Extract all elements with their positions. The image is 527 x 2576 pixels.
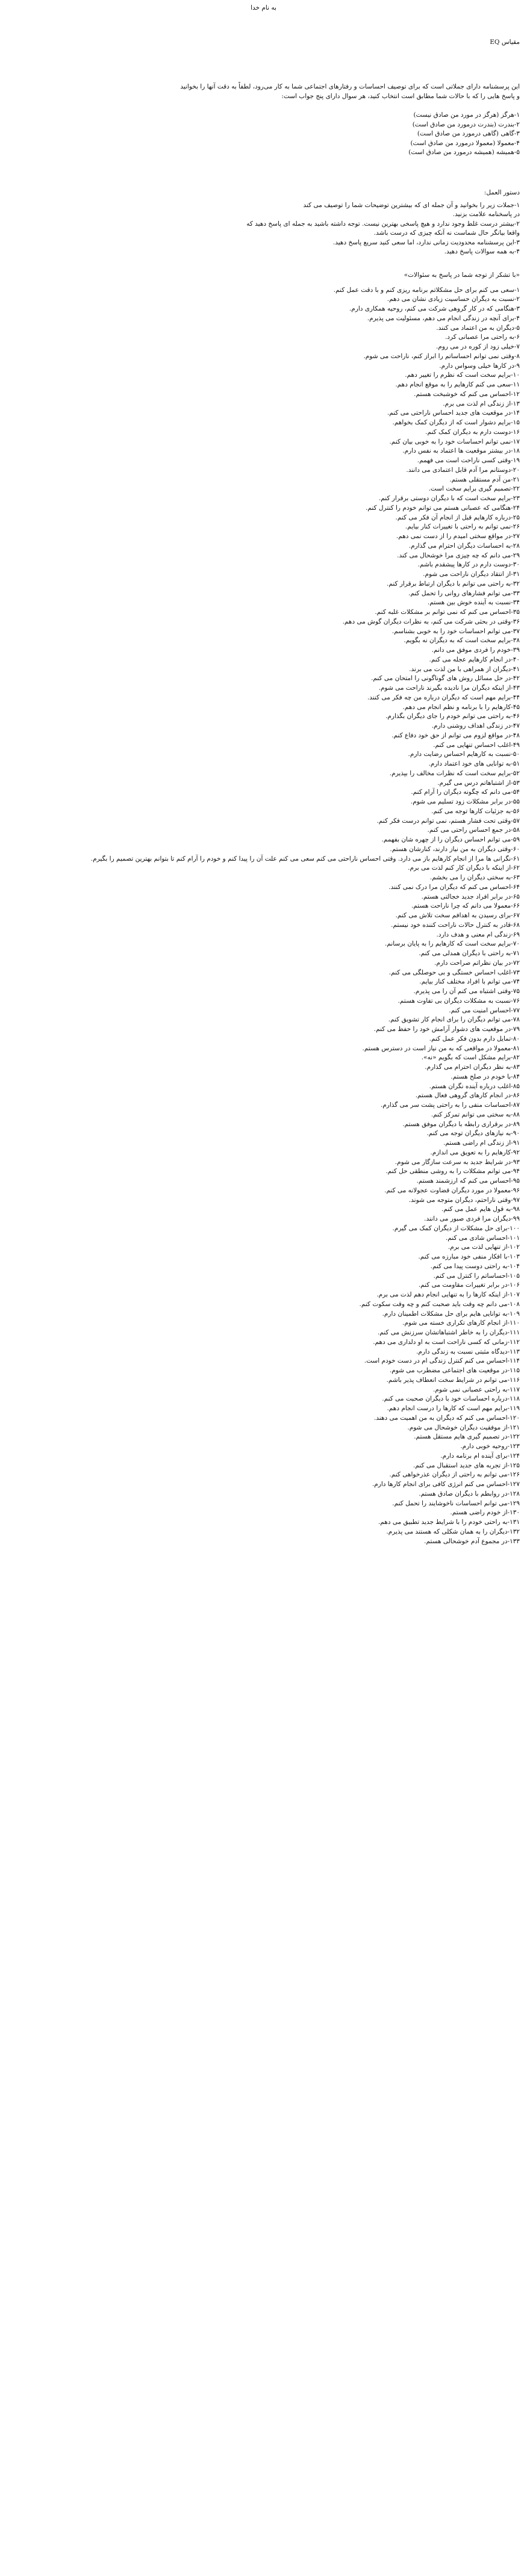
question-item: ۱۰۱-احساس شادی می کنم. [445, 1234, 520, 1242]
question-item: ۶۹-زندگی ام معنی و هدف دارد. [436, 930, 520, 938]
question-item: ۱۲۱-از موفقیت دیگران خوشحال می شوم. [407, 1423, 520, 1431]
question-item: ۳۷-می توانم احساسات خود را به خوبی بشناسم. [391, 627, 520, 635]
question-item: ۱۰۲-از تنهایی لذت می برم. [447, 1243, 520, 1251]
instruction-line: در پاسخنامه علامت بزنید. [452, 211, 520, 218]
question-item: ۵۷-وقتی تحت فشار هستم، نمی توانم درست فکر کنم. [376, 817, 520, 825]
question-item: ۵۱-به توانایی های خود اعتماد دارم. [428, 760, 520, 767]
instructions-block [7, 201, 520, 257]
question-item: ۷۵-وقتی اشتباه می کنم آن را می پذیرم. [413, 988, 520, 995]
question-item: ۷۰-برایم سخت است که کارهایم را به پایان برسانم. [385, 940, 520, 948]
question-item: ۲۹-می دانم که چه چیزی مرا خوشحال می کند. [397, 551, 520, 559]
question-item: ۵۲-برایم سخت است که نظرات مخالف را بپذیرم. [389, 769, 520, 777]
question-item: ۵۳-از اشتباهاتم درس می گیرم. [437, 779, 520, 787]
intro-line: این پرسشنامه دارای جملاتی است که برای توصیف احساسات و رفتارهای اجتماعی شما به کار می‌رود، لطفاً به دقت آنها را بخوانید [180, 83, 520, 90]
instruction-line: ۳-این پرسشنامه محدودیت زمانی ندارد، اما سعی کنید سریع پاسخ دهید. [332, 238, 520, 246]
question-item: ۱۰۶-در برابر تغییرات مقاومت می کنم. [418, 1281, 520, 1289]
question-item: ۱۱۳-دیدگاه مثبتی نسبت به زندگی دارم. [416, 1348, 520, 1355]
question-item: ۸۲-برایم مشکل است که بگویم «نه». [421, 1054, 520, 1062]
scale-option: ۳-گاهی (گاهی درمورد من صادق است) [417, 130, 520, 137]
question-item: ۴-برای آنچه در زندگی انجام می دهم، مسئولیت می پذیرم. [367, 314, 520, 322]
question-item: ۱۳۰-از خودم راضی هستم. [450, 1509, 520, 1517]
question-item: ۱۳۲-دیگران را به همان شکلی که هستند می پذیرم. [386, 1528, 520, 1535]
question-item: ۱۱۸-درباره احساسات خود با دیگران صحبت می کنم. [382, 1395, 520, 1403]
question-item: ۱۰۷-از اینکه کارها را به تنهایی انجام دهم لذت می برم. [376, 1291, 520, 1298]
question-item: ۹-در کارها خیلی وسواس دارم. [439, 362, 520, 370]
question-item: ۱۱۲-زمانی که کسی ناراحت است به او دلداری می دهم. [373, 1338, 520, 1346]
question-item: ۲۷-در مواقع سختی امیدم را از دست نمی دهم. [396, 533, 520, 540]
question-item: ۶-به راحتی مرا عصبانی کرد. [444, 333, 520, 341]
question-item: ۲۳-برایم سخت است که با دیگران دوستی برقرار کنم. [378, 495, 520, 502]
question-item: ۱۱۴-احساس می کنم کنترل زندگی ام در دست خودم است. [364, 1357, 520, 1365]
question-item: ۱۳۱-به راحتی خودم را با شرایط جدید تطبیق می دهم. [378, 1519, 520, 1526]
question-item: ۸۹-در برقراری رابطه با دیگران موفق هستم. [402, 1120, 520, 1128]
question-item: ۶۰-وقتی دیگران به من نیاز دارند، کنارشان هستم. [390, 845, 520, 853]
question-item: ۱۳۳-در مجموع آدم خوشحالی هستم. [424, 1537, 520, 1545]
question-item: ۱۱۰-از انجام کارهای تکراری خسته می شوم. [402, 1319, 520, 1327]
question-item: ۷-خیلی زود از کوره در می روم. [435, 343, 520, 350]
scale-option: ۱-هرگز (هرگز در مورد من صادق نیست) [413, 111, 520, 119]
question-item: ۹۱-از زندگی ام راضی هستم. [443, 1139, 520, 1147]
question-item: ۱۲۳-روحیه خوبی دارم. [460, 1443, 520, 1450]
question-item: ۲۵-درباره کارهایم قبل از انجام آن فکر می کنم. [395, 513, 520, 521]
question-item: ۹۹-دیگران مرا فردی صبور می دانند. [424, 1215, 520, 1222]
question-item: ۶۷-برای رسیدن به اهدافم سخت تلاش می کنم. [395, 912, 520, 919]
scale-option: ۲-بندرت (بندرت درمورد من صادق است) [412, 120, 520, 128]
question-item: ۴۳-از اینکه دیگران مرا نادیده بگیرند ناراحت می شوم. [378, 684, 520, 692]
question-item: ۱۲۴-برای آینده ام برنامه دارم. [440, 1452, 520, 1460]
question-item: ۱۶-دوست دارم به دیگران کمک کنم. [425, 428, 520, 436]
question-item: ۱۱۹-برایم مهم است که کارها را درست انجام دهم. [387, 1405, 520, 1412]
instruction-line: ۲-بیشتر درست غلط وجود ندارد و هیچ پاسخی بهترین نیست. توجه داشته باشید به جمله ای پاسخ دهید که [246, 220, 520, 228]
question-item: ۵۹-می توانم احساس دیگران را از چهره شان بفهمم. [381, 836, 520, 843]
page-title: مقیاس EQ [490, 39, 520, 46]
question-item: ۹۵-احساس می کنم که ارزشمند هستم. [416, 1177, 520, 1184]
question-item: ۲-نسبت به دیگران حساسیت زیادی نشان می دهم. [387, 296, 520, 303]
question-item: ۱۲۷-احساس می کنم انرژی کافی برای انجام کارها دارم. [372, 1481, 520, 1488]
question-item: ۹۳-در شرایط جدید به سرعت سازگار می شوم. [394, 1158, 520, 1166]
question-item: ۴۰-در انجام کارهایم عجله می کنم. [429, 655, 520, 663]
instruction-line: واقعا بیانگر حال شماست نه آنکه چیزی که درست باشد. [373, 229, 520, 237]
scale-option: ۵-همیشه (همیشه درمورد من صادق است) [408, 149, 520, 156]
question-item: ۱۲۹-می توانم احساسات ناخوشایند را تحمل کنم. [392, 1499, 520, 1507]
question-item: ۳۰-دوست دارم در کارها پیشقدم باشم. [417, 561, 520, 569]
question-item: ۲۶-نمی توانم به راحتی با تغییرات کنار بیایم. [405, 523, 520, 531]
question-item: ۱۰۹-به توانایی هایم برای حل مشکلات اطمینان دارم. [382, 1310, 520, 1317]
question-item: ۱۱۷-به راحتی عصبانی نمی شوم. [433, 1386, 520, 1393]
question-item: ۹۸-به قول هایم عمل می کنم. [441, 1206, 520, 1213]
question-item: ۳۴-نسبت به آینده خوش بین هستم. [427, 599, 520, 607]
question-item: ۱۱۱-دیگران را به خاطر اشتباهاتشان سرزنش می کنم. [377, 1329, 520, 1336]
question-item: ۱۴-در موقعیت های جدید احساس ناراحتی می کنم. [387, 409, 520, 417]
question-item: ۹۰-به نیازهای دیگران توجه می کنم. [426, 1130, 520, 1138]
question-item: ۱۰-برایم سخت است که نظرم را تغییر دهم. [405, 371, 520, 379]
question-item: ۳۹-خودم را فردی موفق می دانم. [431, 646, 520, 654]
question-item: ۱۲-احساس می کنم که خوشبخت هستم. [414, 390, 520, 398]
question-item: ۵۵-در برابر مشکلات زود تسلیم می شوم. [410, 798, 520, 805]
question-item: ۱۵-برایم دشوار است که از دیگران کمک بخواهم. [392, 419, 520, 426]
answer-scale [7, 111, 520, 158]
question-item: ۷۶-نسبت به مشکلات دیگران بی تفاوت هستم. [398, 997, 520, 1005]
question-item: ۳-هنگامی که در کار گروهی شرکت می کنم، روحیه همکاری دارم. [349, 305, 520, 312]
question-item: ۶۲-از اینکه با دیگران کار کنم لذت می برم. [408, 864, 520, 872]
question-item: ۸۰-تمایل دارم بدون فکر عمل کنم. [429, 1035, 520, 1042]
question-item: ۱۰۸-می دانم چه وقت باید صحبت کنم و چه وقت سکوت کنم. [359, 1300, 520, 1308]
question-item: ۸۷-احساسات منفی را به راحتی پشت سر می گذارم. [380, 1101, 520, 1109]
question-item: ۱-سعی می کنم برای حل مشکلاتم برنامه ریزی کنم و با دقت عمل کنم. [333, 286, 520, 294]
question-item: ۱۸-در بیشتر موقعیت ها اعتماد به نفس دارم. [402, 447, 520, 455]
question-item: ۱۲۸-در روابطم با دیگران صادق هستم. [419, 1490, 520, 1497]
question-item: ۲۴-هنگامی که عصبانی هستم می توانم خودم را کنترل کنم. [366, 504, 520, 512]
question-item: ۳۲-به راحتی می توانم با دیگران ارتباط برقرار کنم. [387, 580, 520, 587]
question-item: ۹۴-می توانم مشکلات را به روشی منطقی حل کنم. [385, 1168, 520, 1175]
question-item: ۴۱-دیگران از همراهی با من لذت می برند. [409, 665, 520, 673]
instruction-line: ۱-جملات زیر را بخوانید و آن جمله ای که بیشترین توضیحات شما را توصیف می کند [303, 201, 520, 209]
question-item: ۶۱-نگرانی ها مرا از انجام کارهایم باز می دارد. وقتی احساس ناراحتی می کنم سعی می کنم علت آن را پیدا کنم و خودم را آرام کنم تا بتوانم بهترین تصمیم را بگیرم. [90, 855, 520, 862]
question-item: ۹۲-کارهایم را به تعویق می اندازم. [430, 1148, 520, 1156]
question-item: ۸۴-با خودم در صلح هستم. [451, 1073, 520, 1080]
intro-line: و پاسخ هایی را که با حالات شما مطابق است انتخاب کنید، هر سوال دارای پنج جواب است: [281, 93, 520, 100]
question-item: ۲۱-من آدم مستقلی هستم. [449, 475, 520, 483]
question-item: ۵-دیگران به من اعتماد می کنند. [436, 324, 520, 332]
question-item: ۱۲۲-در تصمیم گیری هایم مستقل هستم. [414, 1433, 520, 1441]
question-item: ۸۸-به سختی می توانم تمرکز کنم. [431, 1110, 520, 1118]
intro-paragraph [7, 82, 520, 101]
question-item: ۱۹-وقتی کسی ناراحت است می فهمم. [417, 457, 520, 464]
question-item: ۶۸-قادر به کنترل حالات ناراحت کننده خود نیستم. [391, 921, 520, 929]
question-item: ۷۷-احساس امنیت می کنم. [449, 1006, 520, 1014]
question-item: ۵۴-می دانم که چگونه دیگران را آرام کنم. [411, 788, 520, 796]
question-item: ۳۵-احساس می کنم که نمی توانم بر مشکلات غلبه کنم. [375, 608, 520, 616]
scale-option: ۴-معمولا (معمولا درمورد من صادق است) [410, 139, 520, 147]
question-item: ۱۲۶-می توانم به راحتی از دیگران عذرخواهی کنم. [389, 1471, 520, 1479]
question-item: ۷۳-اغلب احساس خستگی و بی حوصلگی می کنم. [388, 968, 520, 976]
question-item: ۸۵-اغلب درباره آینده نگران هستم. [429, 1082, 520, 1090]
question-item: ۱۱۶-می توانم در شرایط سخت انعطاف پذیر باشم. [386, 1376, 520, 1384]
question-item: ۴۲-در حل مسائل روش های گوناگونی را امتحان می کنم. [371, 675, 520, 683]
question-item: ۳۱-از انتقاد دیگران ناراحت می شوم. [423, 571, 520, 578]
question-item: ۲۰-دوستانم مرا آدم قابل اعتمادی می دانند. [406, 466, 520, 474]
question-item: ۱۲۵-از تجربه های جدید استقبال می کنم. [413, 1461, 520, 1469]
question-item: ۳۸-برایم سخت است که به دیگران نه بگویم. [404, 637, 520, 645]
question-item: ۴۵-کارهایم را با برنامه و نظم انجام می دهم. [402, 703, 520, 711]
question-item: ۱۰۴-به راحتی دوست پیدا می کنم. [430, 1262, 520, 1270]
question-item: ۶۴-احساس می کنم که دیگران مرا درک نمی کنند. [388, 883, 520, 891]
bismillah-line: به نام خدا [251, 4, 276, 11]
question-item: ۱۷-نمی توانم احساسات خود را به خوبی بیان کنم. [389, 438, 520, 445]
question-item: ۸۳-به نظر دیگران احترام می گذارم. [425, 1064, 520, 1071]
question-item: ۱۲۰-احساس می کنم که دیگران به من اهمیت می دهند. [373, 1414, 520, 1422]
instruction-line: ۴-به همه سوالات پاسخ دهید. [444, 248, 520, 255]
question-item: ۴۹-اغلب احساس تنهایی می کنم. [433, 741, 520, 749]
question-item: ۷۹-در موقعیت های دشوار آرامش خود را حفظ می کنم. [373, 1026, 520, 1033]
question-item: ۳۳-می توانم فشارهای روانی را تحمل کنم. [408, 589, 520, 597]
question-item: ۱۰۳-با افکار منفی خود مبارزه می کنم. [418, 1253, 520, 1260]
question-item: ۱۰۵-احساساتم را کنترل می کنم. [433, 1272, 520, 1280]
question-item: ۶۵-در برابر افراد جدید خجالتی هستم. [421, 893, 520, 900]
question-item: ۴۷-در زندگی اهداف روشنی دارم. [431, 722, 520, 729]
question-item: ۸-وقتی نمی توانم احساساتم را ابراز کنم، ناراحت می شوم. [363, 352, 520, 360]
question-item: ۸۶-در انجام کارهای گروهی فعال هستم. [415, 1092, 520, 1100]
question-item: ۵۸-در جمع احساس راحتی می کنم. [427, 826, 520, 834]
question-item: ۹۶-معمولا در مورد دیگران قضاوت عجولانه می کنم. [384, 1186, 520, 1194]
question-item: ۶۳-به سختی دیگران را می بخشم. [429, 874, 520, 881]
question-list [7, 286, 520, 1547]
question-item: ۵۰-نسبت به کارهایم احساس رضایت دارم. [408, 751, 520, 758]
question-item: ۴۸-در مواقع لزوم می توانم از حق خود دفاع کنم. [391, 731, 520, 739]
question-item: ۹۷-وقتی ناراحتم، دیگران متوجه می شوند. [408, 1196, 520, 1204]
question-item: ۱۰۰-برای حل مشکلات از دیگران کمک می گیرم. [392, 1224, 520, 1232]
question-item: ۱۳-از زندگی ام لذت می برم. [443, 400, 520, 407]
question-item: ۱۱۵-در موقعیت های اجتماعی مضطرب می شوم. [389, 1367, 520, 1374]
question-item: ۴۴-برایم مهم است که دیگران درباره من چه فکر می کنند. [367, 693, 520, 701]
question-item: ۷۸-می توانم دیگران را برای انجام کار تشویق کنم. [388, 1016, 520, 1024]
question-item: ۱۱-سعی می کنم کارهایم را به موقع انجام دهم. [395, 381, 520, 388]
instructions-heading: دستور العمل: [484, 188, 520, 196]
question-item: ۷۴-می توانم با افراد مختلف کنار بیایم. [419, 978, 520, 986]
question-item: ۸۱-معمولا در مواقعی که به من نیاز است در دسترس هستم. [362, 1044, 520, 1052]
question-item: ۶۶-معمولا می دانم که چرا ناراحت هستم. [411, 902, 520, 910]
question-item: ۵۶-به جزئیات کارها توجه می کنم. [431, 807, 520, 815]
question-item: ۳۶-وقتی در بحثی شرکت می کنم، به نظرات دیگران گوش می دهم. [342, 618, 520, 625]
question-item: ۲۲-تصمیم گیری برایم سخت است. [428, 485, 520, 493]
question-item: ۷۲-در بیان نظراتم صراحت دارم. [434, 959, 520, 967]
question-item: ۷۱-به راحتی با دیگران همدلی می کنم. [419, 950, 520, 957]
items-heading: «با تشکر از توجه شما در پاسخ به سئوالات» [404, 271, 520, 279]
question-item: ۲۸-به احساسات دیگران احترام می گذارم. [408, 542, 520, 550]
question-item: ۴۶-به راحتی می توانم خودم را جای دیگران بگذارم. [385, 713, 520, 720]
